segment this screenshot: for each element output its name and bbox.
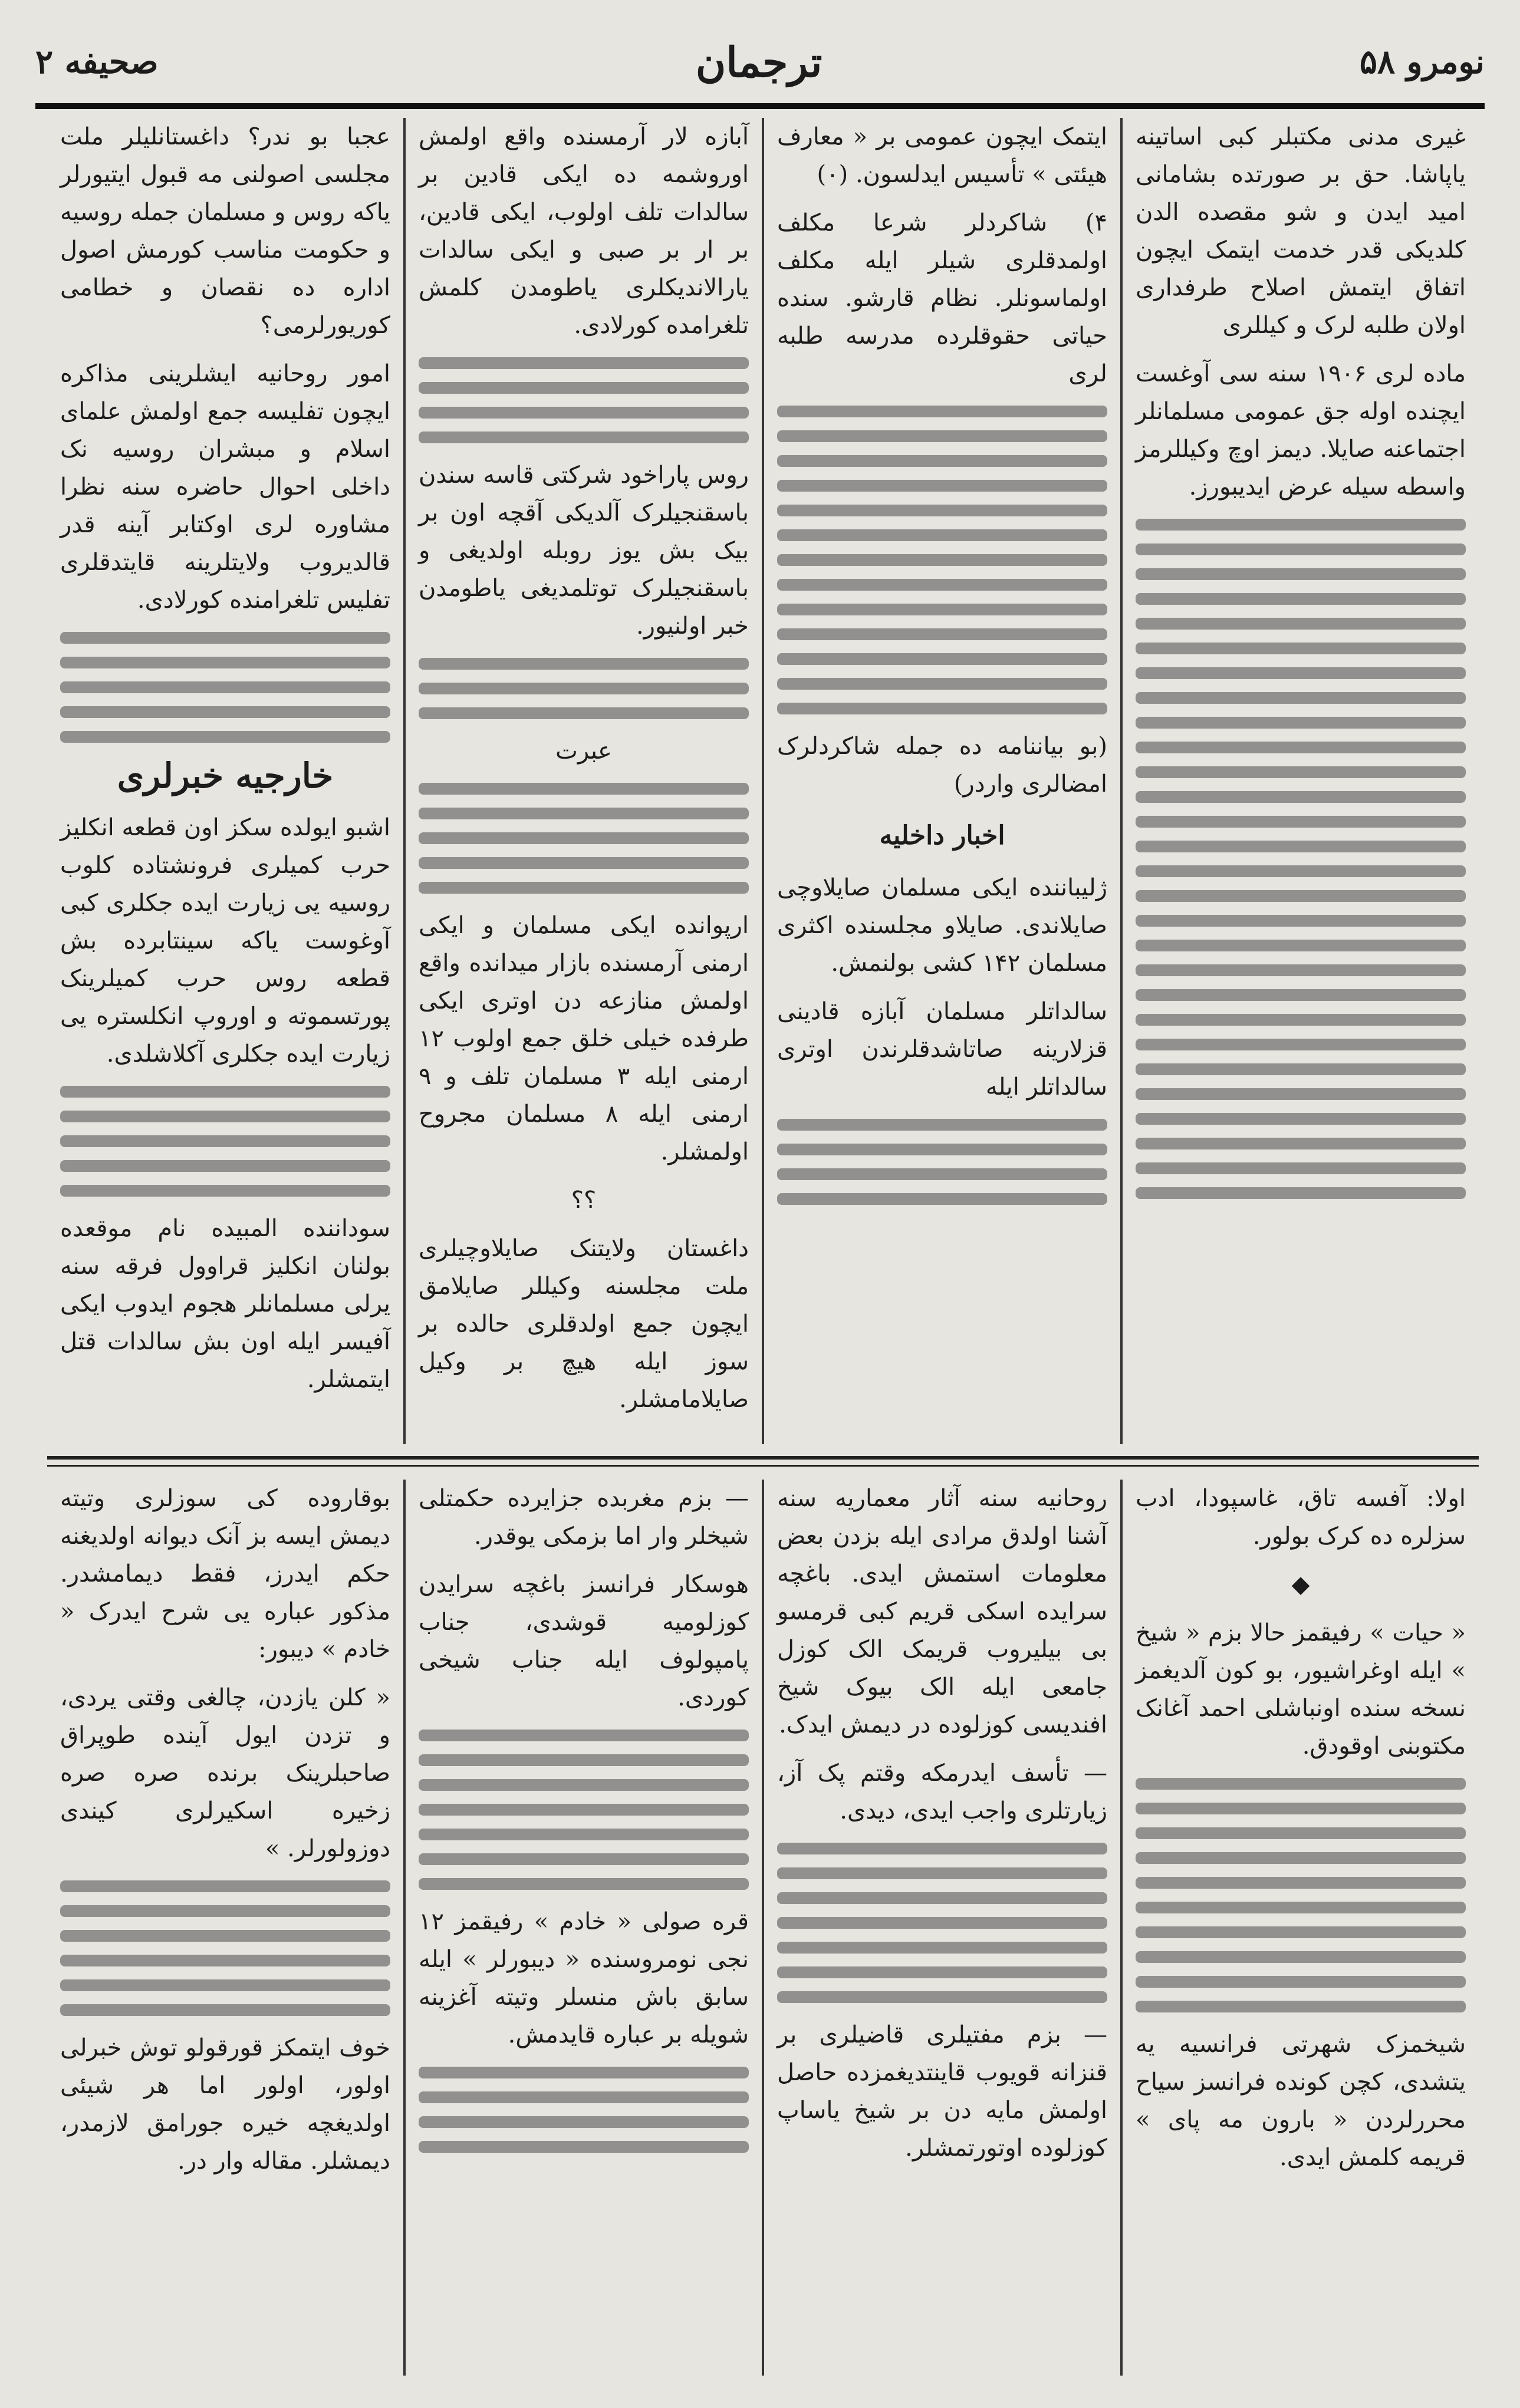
ornament-divider: ◆ xyxy=(1291,1571,1310,1598)
lower-column-2 xyxy=(764,1480,1123,2376)
article-paragraph: ماده لری ۱۹۰۶ سنه سی آوغست ایچنده اوله جق عمومی مسلمانلر اجتماعنه صایلا. دیمز اوچ وکیللرمز واسطه سیله عرض ایدیبورز. xyxy=(1136,360,1466,500)
masthead xyxy=(35,24,1485,100)
article-paragraph: ارپوانده ایکی مسلمان و ایکی ارمنی آرمسنده بازار میدانده واقع اولمش منازعه دن اوتری ایکی طرفده خیلی خلق جمع اولوب ۱۲ ارمنی ایله ۳ مسلمان تلف و ۹ ارمنی ایله ۸ مسلمان مجروح اولمشلر. xyxy=(419,912,749,1165)
article-paragraph: اولا: آفسه تاق، غاسپودا، ادب سزلره ده کرک بولور. xyxy=(1136,1485,1466,1550)
text-block xyxy=(777,1843,1107,2003)
article-paragraph: روس پاراخود شرکتی قاسه سندن باسقنجیلرک آلدیکی آقچه اون بر بیک بش یوز روبله اولدیغی و باسقنجیلرک توتلمدیغی یاطومدن خبر اولنیور. xyxy=(419,462,749,640)
article-paragraph: عجبا بو ندر؟ داغستانلیلر ملت مجلسی اصولنی مه قبول ایتیورلر یاکه روس و مسلمان جمله روسیه و حکومت مناسب کورمش اصول اداره ده نقصان و خطامی کوریورلرمی؟ xyxy=(60,123,390,339)
article-paragraph: — بزم مفتیلری قاضیلری بر قنزانه قویوب قاینتدیغمزده حاصل اولمش مایه دن بر شیخ یاساپ کوزلوده اوتورتمشلر. xyxy=(777,2021,1107,2162)
lower-column-4 xyxy=(47,1480,406,2376)
article-paragraph: ۴) شاکردلر شرعا مکلف اولمدقلری شیلر ایله مکلف اولماسونلر. نظام قارشو. سنده حیاتی حقوقلرده مدرسه طلبه لری xyxy=(777,209,1107,387)
section-mark: ؟؟ xyxy=(571,1187,597,1214)
article-paragraph: — تأسف ایدرمکه وقتم پک آز، زیارتلری واجب ایدی، دیدی. xyxy=(777,1760,1107,1824)
article-paragraph: داغستان ولایتنک صایلاوچیلری ملت مجلسنه وکیللر صایلامق ایچون جمع اولدقلری حالده بر سوز ایله هیچ بر وکیل صایلامامشلر. xyxy=(419,1235,749,1413)
upper-column-3 xyxy=(406,118,764,1444)
upper-column-1 xyxy=(1123,118,1479,1444)
masthead-rule xyxy=(35,103,1485,109)
article-paragraph: « کلن یازدن، چالغی وقتی یردی، و تزدن ایول آینده طوپراق صاحبلرینک برنده صره صره زخیره اسکیرلری کیندی دوزولورلر. » xyxy=(60,1684,390,1862)
text-block xyxy=(777,406,1107,714)
article-paragraph: خوف ایتمکز قورقولو توش خبرلی اولور، اولور اما هر شیئی اولدیغچه خیره جورامق لازمدر، دیمشلر. مقاله وار در. xyxy=(60,2034,390,2175)
article-paragraph: قره صولی « خادم » رفیقمز ۱۲ نجی نومروسنده « دیبورلر » ایله سابق باش منسلر وتیته آغزینه شویله بر عباره قایدمش. xyxy=(419,1908,749,2048)
article-paragraph: (بو بیاننامه ده جمله شاکردلرک امضالری واردر) xyxy=(777,733,1107,798)
newspaper-title: ترجمان xyxy=(695,37,822,87)
article-paragraph: امور روحانیه ایشلرینی مذاکره ایچون تفلیسه جمع اولمش علمای اسلام و مبشران روسیه نک داخلی احوال حاضره سنه نظرا مشاوره لری اوکتابر آینه قدر قالدیروب ولایتلرینه قایتدقلری تفلیس تلغرامنده کورلادی. xyxy=(60,360,390,614)
article-paragraph: غیری مدنی مکتبلر کبی اساتینه یاپاشا. حق بر صورتده بشامانی امید ایدن و شو مقصده الدن کلدیکی قدر خدمت ایتمک ایچون اتفاق ایتمش اصلاح طرفداری اولان طلبه لرک و کیللری xyxy=(1136,123,1466,339)
article-paragraph: ایتمک ایچون عمومی بر « معارف هیئتی » تأسیس ایدلسون. (۰) xyxy=(777,123,1107,188)
text-block xyxy=(419,357,749,443)
article-paragraph: ژلیباننده ایکی مسلمان صایلاوچی صایلاندی. صایلاو مجلسنده اکثری مسلمان ۱۴۲ کشی بولنمش. xyxy=(777,874,1107,977)
text-block xyxy=(419,1730,749,1890)
article-paragraph: — بزم مغربده جزایرده حکمتلی شیخلر وار اما بزمکی یوقدر. xyxy=(419,1485,749,1550)
article-paragraph: آبازه لار آرمسنده واقع اولمش اوروشمه ده ایکی قادین بر سالدات تلف اولوب، ایکی قادین، بر ار بر صبی و ایکی سالدات یارالاندیکلری یاطومدن کلمش تلغرامده کورلادی. xyxy=(419,123,749,339)
article-paragraph: بوقاروده کی سوزلری وتیته دیمش ایسه بز آنک دیوانه اولدیغنه حکم ایدرز، فقط دیمامشدر. مذکور عباره یی شرح ایدرک « خادم » دیبور: xyxy=(60,1485,390,1663)
text-block xyxy=(777,1119,1107,1205)
text-block xyxy=(60,1086,390,1197)
upper-column-2 xyxy=(764,118,1123,1444)
text-block xyxy=(419,783,749,894)
article-paragraph: هوسکار فرانسز باغچه سرایدن کوزلومیه قوشدی، جناب پامپولوف ایله جناب شیخی کوردی. xyxy=(419,1571,749,1711)
section-heading: اخبار داخلیه xyxy=(879,821,1005,851)
lower-column-3 xyxy=(406,1480,764,2376)
section-heading: خارجیه خبرلری xyxy=(117,756,334,796)
article-paragraph: سوداننده المبیده نام موقعده بولنان انکلیز قراوول فرقه سنه یرلی مسلمانلر هجوم ایدوب ایکی آفیسر ایله اون بش سالدات قتل ایتمشلر. xyxy=(60,1215,390,1393)
lower-columns xyxy=(47,1480,1479,2376)
text-block xyxy=(1136,1778,1466,2012)
section-rule xyxy=(47,1456,1479,1460)
text-block xyxy=(1136,519,1466,1199)
text-block xyxy=(419,658,749,719)
article-paragraph: شیخمزک شهرتی فرانسیه یه یتشدی، کچن کونده فرانسز سیاح محررلردن « بارون مه پای » قریمه کلمش ایدی. xyxy=(1136,2031,1466,2171)
article-paragraph: روحانیه سنه آثار معماریه سنه آشنا اولدق مرادی ایله بزدن بعض معلومات استمش ایدی. باغچه سرایده اسکی قریم کبی قرمسو بی بیلیروب قریمک الک کوزل جامعی ایله الک بیوک شیخ افندیسی کوزلوده در دیمش ایدک. xyxy=(777,1485,1107,1738)
article-paragraph: اشبو ایولده سکز اون قطعه انکلیز حرب کمیلری فرونشتاده کلوب روسیه یی زیارت ایده جکلری کبی آوغوست یاکه سینتابرده بش قطعه روس حرب کمیلرینک پورتسموته و اوروپ انکلستره یی زیارت ایده جکلری آکلاشلدی. xyxy=(60,814,390,1068)
section-rule xyxy=(47,1465,1479,1467)
text-block xyxy=(60,632,390,743)
lower-column-1 xyxy=(1123,1480,1479,2376)
section-divider: عبرت xyxy=(555,737,612,765)
upper-column-4 xyxy=(47,118,406,1444)
upper-columns xyxy=(47,118,1479,1444)
text-block xyxy=(419,2067,749,2153)
issue-number: نومرو ۵۸ xyxy=(1359,42,1485,81)
page-number: صحیفه ۲ xyxy=(35,42,159,81)
text-block xyxy=(60,1880,390,2016)
article-paragraph: « حیات » رفیقمز حالا بزم « شیخ » ایله اوغراشیور، بو کون آلدیغمز نسخه سنده اونباشلی احمد آغانک مکتوبنی اوقودق. xyxy=(1136,1619,1466,1760)
article-paragraph: سالداتلر مسلمان آبازه قادینی قزلارینه صاتاشدقلرندن اوتری سالداتلر ایله xyxy=(777,998,1107,1101)
